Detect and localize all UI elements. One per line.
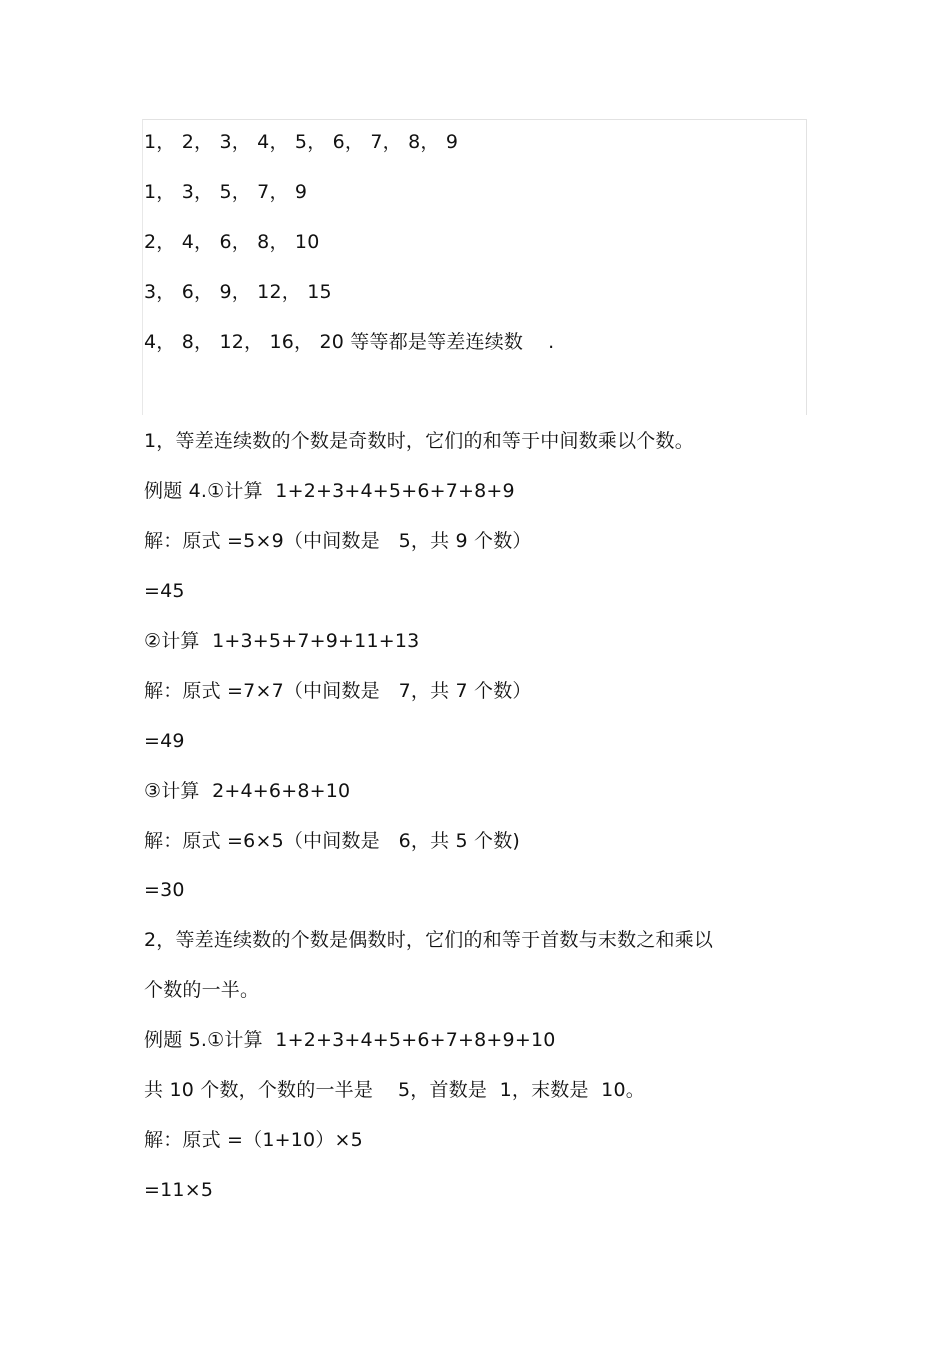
rule-even-count: 2，等差连续数的个数是偶数时，它们的和等于首数与末数之和乘以 — [144, 929, 714, 951]
solution-line: 解：原式 =（1+10）×5 — [144, 1129, 363, 1151]
solution-line: 解：原式 =5×9（中间数是 5，共 9 个数） — [144, 530, 532, 552]
result-line: =11×5 — [144, 1179, 214, 1201]
sequence-line: 2， 4， 6， 8， 10 — [144, 231, 320, 253]
sequence-line: 4， 8， 12， 16， 20 等等都是等差连续数 . — [144, 331, 555, 353]
example-part-heading: ②计算 1+3+5+7+9+11+13 — [144, 630, 420, 652]
sequence-examples-box — [142, 119, 807, 415]
solution-line: 解：原式 =6×5（中间数是 6，共 5 个数) — [144, 830, 521, 852]
sequence-line: 1， 3， 5， 7， 9 — [144, 181, 308, 203]
example-5-heading: 例题 5.①计算 1+2+3+4+5+6+7+8+9+10 — [144, 1029, 556, 1051]
solution-line: 解：原式 =7×7（中间数是 7，共 7 个数） — [144, 680, 532, 702]
sequence-line: 1， 2， 3， 4， 5， 6， 7， 8， 9 — [144, 131, 459, 153]
result-line: =30 — [144, 879, 185, 901]
rule-odd-count: 1，等差连续数的个数是奇数时，它们的和等于中间数乘以个数。 — [144, 430, 694, 452]
result-line: =45 — [144, 580, 185, 602]
rule-even-count-continued: 个数的一半。 — [144, 979, 260, 1001]
example-part-heading: ③计算 2+4+6+8+10 — [144, 780, 351, 802]
sequence-line: 3， 6， 9， 12， 15 — [144, 281, 332, 303]
result-line: =49 — [144, 730, 185, 752]
example-4-heading: 例题 4.①计算 1+2+3+4+5+6+7+8+9 — [144, 480, 515, 502]
explanation-line: 共 10 个数，个数的一半是 5，首数是 1，末数是 10。 — [144, 1079, 645, 1101]
